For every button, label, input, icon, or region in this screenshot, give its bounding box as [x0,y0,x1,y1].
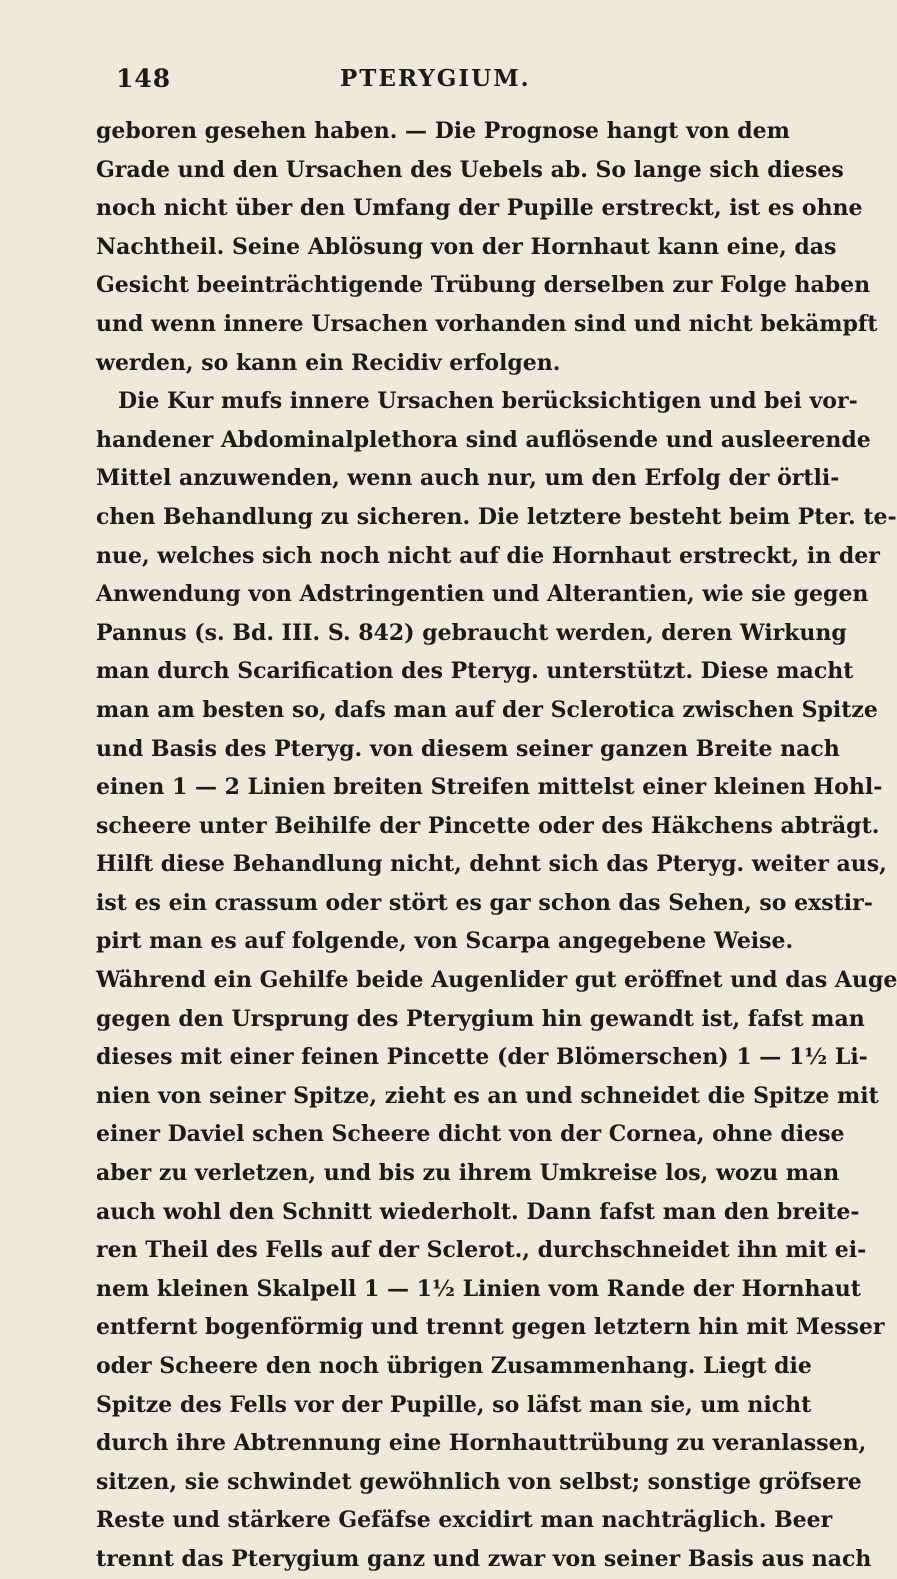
text-line: man am besten so, dafs man auf der Sclerotica zwischen Spitze [96,696,878,723]
text-line: Anwendung von Adstringentien und Alterantien, wie sie gegen [96,581,869,608]
text-line: und Basis des Pteryg. von diesem seiner ganzen Breite nach [96,735,840,762]
text-line: entfernt bogenförmig und trennt gegen letztern hin mit Messer [96,1314,885,1341]
text-line: Reste und stärkere Gefäfse excidirt man nachträglich. Beer [96,1507,833,1534]
text-line: geboren gesehen haben. — Die Prognose hangt von dem [96,118,790,144]
text-line: oder Scheere den noch übrigen Zusammenhang. Liegt die [96,1353,812,1379]
text-line: gegen den Ursprung des Pterygium hin gewandt ist, fafst man [96,1005,865,1032]
text-line: und wenn innere Ursachen vorhanden sind und nicht bekämpft [96,310,878,337]
text-line: nue, welches sich noch nicht auf die Hornhaut erstreckt, in der [96,542,880,569]
text-line: einen 1 — 2 Linien breiten Streifen mittelst einer kleinen Hohl- [96,774,883,801]
text-line: nien von seiner Spitze, zieht es an und schneidet die Spitze mit [96,1082,879,1109]
text-line: ren Theil des Fells auf der Sclerot., durchschneidet ihn mit ei- [96,1237,867,1264]
text-line: sitzen, sie schwindet gewöhnlich von selbst; sonstige gröfsere [96,1468,862,1495]
text-line: Die Kur mufs innere Ursachen berücksichtigen und bei vor- [118,388,858,415]
text-line: durch ihre Abtrennung eine Hornhauttrübung zu veranlassen, [96,1430,867,1457]
text-line: einer Daviel schen Scheere dicht von der Cornea, ohne diese [96,1121,845,1148]
text-line: nem kleinen Skalpell 1 — 1½ Linien vom Rande der Hornhaut [96,1275,861,1302]
text-line: Mittel anzuwenden, wenn auch nur, um den Erfolg der örtli- [96,465,840,492]
text-line: scheere unter Beihilfe der Pincette oder des Häkchens abträgt. [96,812,880,839]
text-line: Pannus (s. Bd. III. S. 842) gebraucht werden, deren Wirkung [96,619,847,646]
page-number: 148 [116,64,172,93]
body-text [96,112,897,1579]
text-line: werden, so kann ein Recidiv erfolgen. [96,349,561,376]
text-line: dieses mit einer feinen Pincette (der Blömerschen) 1 — 1½ Li- [96,1044,868,1071]
text-line: Während ein Gehilfe beide Augenlider gut eröffnet und das Auge [96,967,897,994]
text-line: Hilft diese Behandlung nicht, dehnt sich das Pteryg. weiter aus, [96,851,887,878]
text-line: aber zu verletzen, und bis zu ihrem Umkreise los, wozu man [96,1160,840,1187]
text-line: auch wohl den Schnitt wiederholt. Dann fafst man den breite- [96,1198,860,1225]
text-line: handener Abdominalplethora sind auflösende und ausleerende [96,426,871,453]
text-line: Nachtheil. Seine Ablösung von der Hornhaut kann eine, das [96,233,837,260]
text-line: Spitze des Fells vor der Pupille, so läfst man sie, um nicht [96,1391,812,1418]
text-line: Gesicht beeinträchtigende Trübung derselben zur Folge haben [96,272,871,299]
text-line: pirt man es auf folgende, von Scarpa angegebene Weise. [96,928,794,955]
text-line: trennt das Pterygium ganz und zwar von seiner Basis aus nach [96,1545,872,1572]
text-line: Grade und den Ursachen des Uebels ab. So lange sich dieses [96,156,844,183]
running-title: PTERYGIUM. [340,65,531,92]
text-line: ist es ein crassum oder stört es gar schon das Sehen, so exstir- [96,889,873,916]
text-line: man durch Scarification des Pteryg. unterstützt. Diese macht [96,658,854,685]
text-line: noch nicht über den Umfang der Pupille erstreckt, ist es ohne [96,195,863,222]
text-line: chen Behandlung zu sicheren. Die letztere besteht beim Pter. te- [96,503,897,530]
page-header [0,64,800,100]
